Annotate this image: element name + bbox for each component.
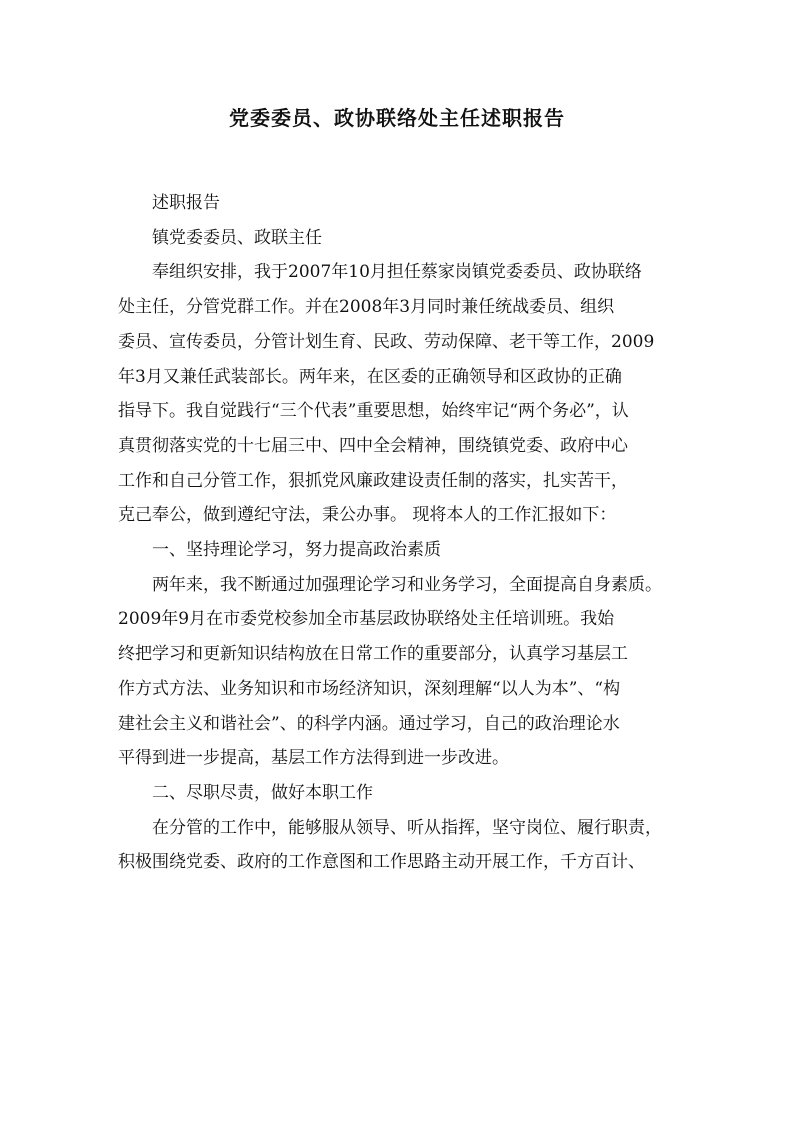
- document-body: [118, 186, 678, 880]
- paragraph-intro: 奉组织安排，我于2007年10月担任蔡家岗镇党委委员、政协联络 处主任，分管党群工作。并在2008年3月同时兼任统战委员、组织 委员、宣传委员，分管计划生育、民政、劳动保障、老干等工作，2009 年3月又兼任武装部长。两年来，在区委的正确领导和区政协的正确 指导下。我自觉践行“三个代表”重要思想，始终牢记“两个务必”，认 真贯彻落实党的十七届三中、四中全会精神，围绕镇党委、政府中心 工作和自己分管工作，狠抓党风廉政建设责任制的落实，扎实苦干， 克己奉公，做到遵纪守法，秉公办事。 现将本人的工作汇报如下：: [118, 262, 655, 526]
- paragraph-position: 镇党委委员、政联主任: [152, 227, 322, 248]
- paragraph-duties: 在分管的工作中，能够服从领导、听从指挥，坚守岗位、履行职责， 积极围绕党委、政府的工作意图和工作思路主动开展工作，千方百计、: [118, 817, 662, 873]
- paragraph-theory-study: 两年来，我不断通过加强理论学习和业务学习，全面提高自身素质。 2009年9月在市委党校参加全市基层政协联络处主任培训班。我始 终把学习和更新知识结构放在日常工作的重要部分，认真学习基层工 作方式方法、业务知识和市场经济知识，深刻理解“以人为本”、“构 建社会主义和谐社会”、的科学内涵。通过学习，自己的政治理论水 平得到进一步提高，基层工作方法得到进一步改进。: [118, 574, 662, 769]
- document-title: 党委委员、政协联络处主任述职报告: [229, 106, 565, 130]
- paragraph-report-label: 述职报告: [152, 193, 220, 213]
- section-heading-duties: 二、尽职尽责，做好本职工作: [152, 782, 373, 803]
- section-heading-theory-study: 一、坚持理论学习，努力提高政治素质: [152, 540, 441, 561]
